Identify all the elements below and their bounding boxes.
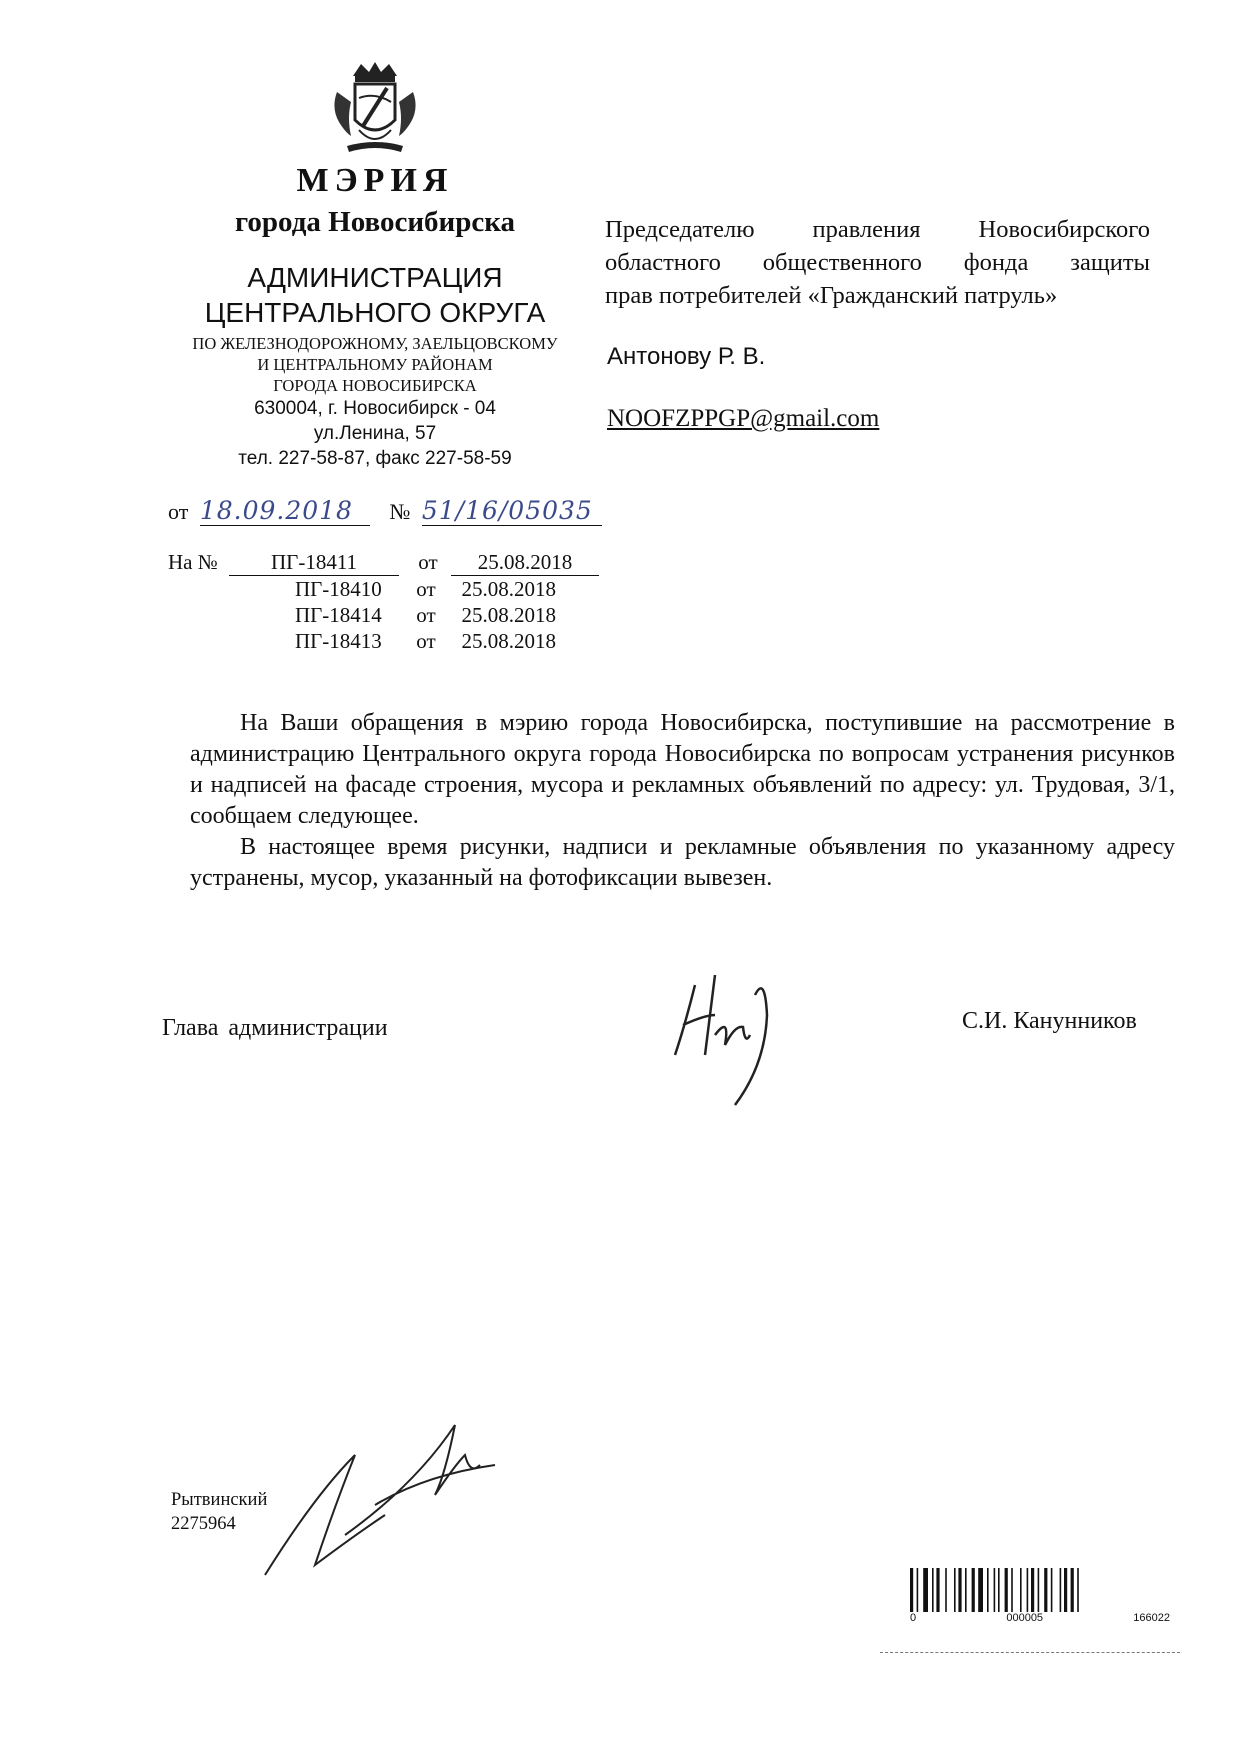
outgoing-registration — [168, 496, 602, 526]
city-subtitle: города Новосибирска — [234, 206, 516, 238]
barcode-bar — [1044, 1568, 1047, 1612]
barcode-bar — [987, 1568, 989, 1612]
signatory-position: Глава администрации — [162, 1015, 388, 1041]
reference-row — [168, 550, 599, 576]
reference-from: от — [416, 629, 436, 653]
phone-line: тел. 227-58-87, факс 227-58-59 — [238, 448, 512, 469]
barcode-bar — [978, 1568, 983, 1612]
barcode-mid-digits: 000005 — [1006, 1612, 1044, 1624]
reference-from: от — [418, 550, 438, 574]
barcode-bar — [1060, 1568, 1062, 1612]
reference-prefix: На № — [168, 550, 218, 574]
barcode-bar — [1051, 1568, 1053, 1612]
districts-line-3: ГОРОДА НОВОСИБИРСКА — [273, 376, 477, 395]
date-prefix: от — [168, 499, 189, 524]
handwritten-signature-icon — [655, 955, 805, 1115]
districts-line-1: ПО ЖЕЛЕЗНОДОРОЖНОМУ, ЗАЕЛЬЦОВСКОМУ — [192, 334, 558, 353]
recipient-block — [605, 213, 1150, 312]
body-paragraph: В настоящее время рисунки, надписи и рекламные объявления по указанному адресу устранены, мусор, указанный на фотофиксации вывезен. — [190, 834, 1175, 891]
barcode-icon — [910, 1568, 1170, 1614]
outgoing-number: 51/16/05035 — [422, 496, 602, 526]
recipient-name: Антонову Р. В. — [607, 343, 766, 370]
barcode-bar — [932, 1568, 934, 1612]
outgoing-date: 18.09.2018 — [200, 496, 370, 526]
barcode-bar — [958, 1568, 961, 1612]
recipient-line-2: областного общественного фонда защиты — [605, 249, 1150, 276]
barcode-bar — [1005, 1568, 1008, 1612]
reference-number: ПГ-18414 — [295, 603, 382, 627]
barcode-bar — [998, 1568, 1000, 1612]
reference-row — [295, 629, 556, 654]
page-footer-line — [880, 1652, 1180, 1653]
barcode-bar — [954, 1568, 956, 1612]
reference-date: 25.08.2018 — [451, 550, 599, 576]
reference-row — [295, 577, 556, 602]
admin-line-2: ЦЕНТРАЛЬНОГО ОКРУГА — [204, 297, 546, 328]
barcode-bar — [965, 1568, 967, 1612]
barcode-bar — [1064, 1568, 1067, 1612]
recipient-line-3: прав потребителей «Гражданский патруль» — [605, 282, 1058, 309]
recipient-email[interactable]: NOOFZPPGP@gmail.com — [607, 405, 880, 432]
reference-from: от — [416, 577, 436, 601]
executor-phone: 2275964 — [171, 1514, 236, 1534]
barcode-left-digits: 0 — [910, 1612, 917, 1624]
barcode-bar — [1077, 1568, 1079, 1612]
reference-row — [295, 603, 556, 628]
barcode-bar — [972, 1568, 975, 1612]
barcode-bar — [945, 1568, 947, 1612]
barcode-digits — [910, 1612, 1170, 1624]
barcode-right-digits: 166022 — [1133, 1612, 1170, 1624]
reference-number: ПГ-18411 — [229, 550, 399, 576]
barcode-bar — [994, 1568, 996, 1612]
number-prefix: № — [389, 499, 411, 524]
barcode-bar — [910, 1568, 913, 1612]
body-paragraph: На Ваши обращения в мэрию города Новосибирска, поступившие на рассмотрение в администрацию Центрального округа города Новосибирска по вопросам устранения рисунков и надписей на фасаде строения, мусора и рекламных объявлений по адресу: ул. Трудовая, 3/1, сообщаем следующее. — [190, 710, 1175, 829]
barcode-bar — [1027, 1568, 1029, 1612]
novosibirsk-coat-of-arms-icon — [325, 58, 425, 158]
barcode-bar — [1031, 1568, 1034, 1612]
letter-body — [190, 708, 1175, 894]
barcode-bar — [923, 1568, 928, 1612]
reference-number: ПГ-18410 — [295, 577, 382, 601]
barcode-bar — [1071, 1568, 1074, 1612]
reference-date: 25.08.2018 — [461, 629, 556, 653]
reference-date: 25.08.2018 — [461, 603, 556, 627]
reference-from: от — [416, 603, 436, 627]
barcode-bar — [1038, 1568, 1040, 1612]
barcode-bar — [917, 1568, 919, 1612]
ministry-title: МЭРИЯ — [296, 162, 454, 199]
executor-name: Рытвинский — [171, 1490, 268, 1510]
address-line-1: 630004, г. Новосибирск - 04 — [254, 398, 496, 419]
address-line-2: ул.Ленина, 57 — [313, 423, 437, 444]
barcode-bar — [936, 1568, 939, 1612]
districts-line-2: И ЦЕНТРАЛЬНОМУ РАЙОНАМ — [257, 355, 493, 374]
reference-number: ПГ-18413 — [295, 629, 382, 653]
barcode-bar — [1020, 1568, 1022, 1612]
reference-date: 25.08.2018 — [461, 577, 556, 601]
admin-line-1: АДМИНИСТРАЦИЯ — [247, 262, 503, 293]
signatory-name: С.И. Канунников — [962, 1008, 1137, 1034]
barcode-bar — [1011, 1568, 1013, 1612]
handwritten-initials-icon — [255, 1415, 505, 1585]
recipient-line-1: Председателю правления Новосибирского — [605, 216, 1150, 243]
